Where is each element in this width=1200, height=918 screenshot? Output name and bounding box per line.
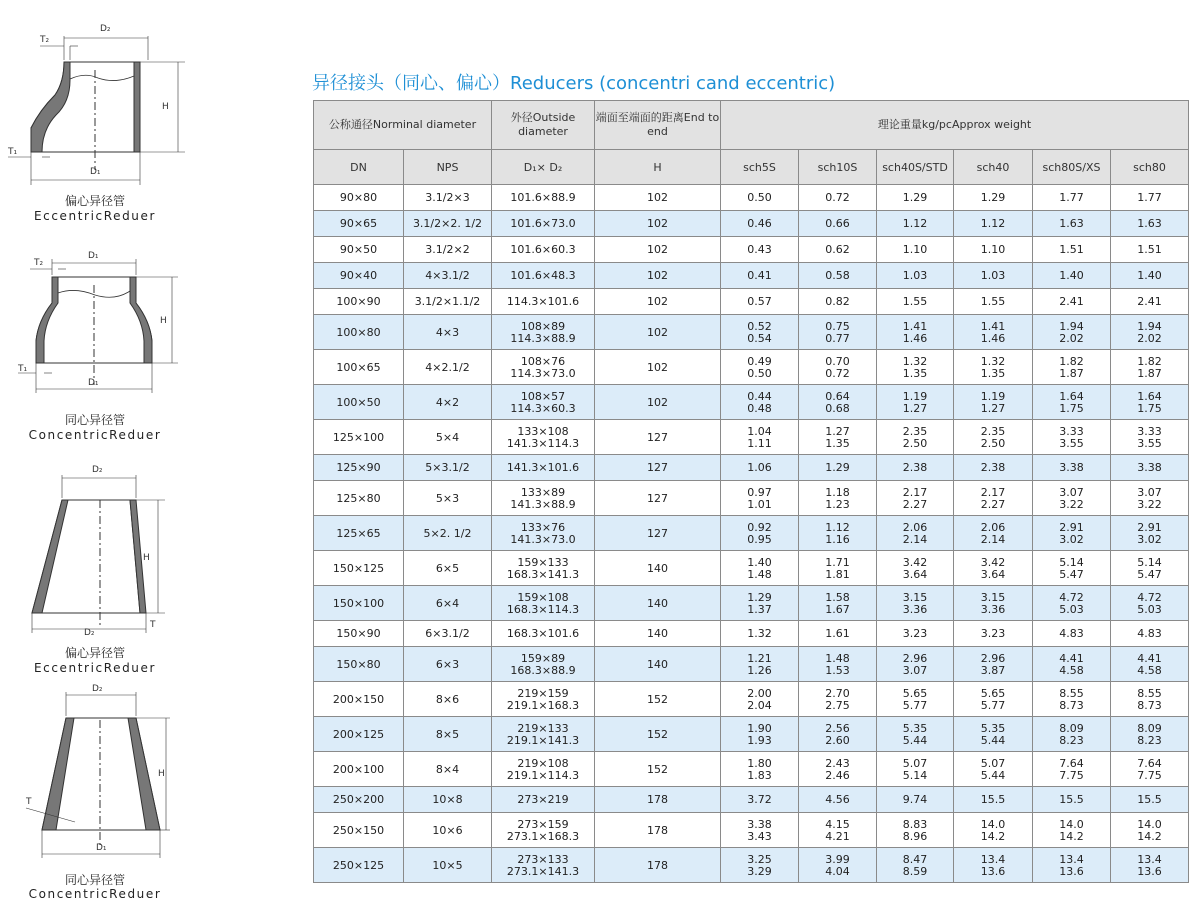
cell-sch10s: 1.18 1.23 — [799, 481, 877, 516]
cell-h: 152 — [595, 717, 721, 752]
cell-sch80s: 5.14 5.47 — [1033, 551, 1111, 586]
cell-sch5s: 0.52 0.54 — [721, 315, 799, 350]
cell-nps: 6×3 — [404, 647, 492, 682]
cell-h: 102 — [595, 385, 721, 420]
cell-sch80: 4.41 4.58 — [1111, 647, 1189, 682]
cell-d: 273×133 273.1×141.3 — [492, 848, 595, 883]
cell-h: 140 — [595, 621, 721, 647]
table-row — [314, 787, 1189, 813]
cell-sch40: 5.07 5.44 — [954, 752, 1033, 787]
cell-sch40s: 1.55 — [877, 289, 954, 315]
table-row — [314, 420, 1189, 455]
cell-nps: 5×3 — [404, 481, 492, 516]
table-row — [314, 717, 1189, 752]
cell-sch40s: 3.23 — [877, 621, 954, 647]
cell-sch10s: 1.58 1.67 — [799, 586, 877, 621]
cell-sch40s: 2.38 — [877, 455, 954, 481]
cell-sch10s: 0.66 — [799, 211, 877, 237]
cell-sch40: 3.42 3.64 — [954, 551, 1033, 586]
cell-sch5s: 1.04 1.11 — [721, 420, 799, 455]
caption-cn: 偏心异径管 — [64, 646, 125, 660]
header-sch10s: sch10S — [799, 150, 877, 185]
header-sch40: sch40 — [954, 150, 1033, 185]
cell-h: 178 — [595, 848, 721, 883]
cell-sch5s: 0.41 — [721, 263, 799, 289]
table-row — [314, 647, 1189, 682]
cell-h: 127 — [595, 455, 721, 481]
header-dn: DN — [314, 150, 404, 185]
table-row — [314, 551, 1189, 586]
cell-dn: 200×100 — [314, 752, 404, 787]
cell-sch10s: 0.62 — [799, 237, 877, 263]
header-sch5s: sch5S — [721, 150, 799, 185]
table-row — [314, 211, 1189, 237]
figure-eccentric-reducer-2 — [0, 455, 200, 675]
label-d1-bottom: D₁ — [88, 378, 99, 388]
table-body — [314, 185, 1189, 883]
cell-sch40: 2.17 2.27 — [954, 481, 1033, 516]
cell-nps: 3.1/2×3 — [404, 185, 492, 211]
cell-sch40: 2.38 — [954, 455, 1033, 481]
cell-sch5s: 1.21 1.26 — [721, 647, 799, 682]
cell-dn: 150×125 — [314, 551, 404, 586]
cell-d: 101.6×60.3 — [492, 237, 595, 263]
cell-sch80: 1.77 — [1111, 185, 1189, 211]
cell-sch40: 1.03 — [954, 263, 1033, 289]
cell-sch80: 8.09 8.23 — [1111, 717, 1189, 752]
cell-h: 102 — [595, 237, 721, 263]
cell-sch80: 1.94 2.02 — [1111, 315, 1189, 350]
cell-sch80s: 8.55 8.73 — [1033, 682, 1111, 717]
cell-sch5s: 0.49 0.50 — [721, 350, 799, 385]
page-title: 异径接头（同心、偏心）Reducers (concentri cand eccentric) — [312, 73, 836, 94]
cell-sch80s: 8.09 8.23 — [1033, 717, 1111, 752]
cell-dn: 100×90 — [314, 289, 404, 315]
label-d1-top: D₁ — [88, 251, 99, 261]
cell-sch80s: 3.38 — [1033, 455, 1111, 481]
cell-sch10s: 0.64 0.68 — [799, 385, 877, 420]
table-row — [314, 813, 1189, 848]
cell-sch80: 15.5 — [1111, 787, 1189, 813]
label-d2-top: D₂ — [92, 465, 103, 475]
cell-d: 159×133 168.3×141.3 — [492, 551, 595, 586]
cell-sch80s: 1.63 — [1033, 211, 1111, 237]
cell-sch80s: 4.41 4.58 — [1033, 647, 1111, 682]
cell-dn: 100×80 — [314, 315, 404, 350]
cell-sch5s: 2.00 2.04 — [721, 682, 799, 717]
cell-sch10s: 2.70 2.75 — [799, 682, 877, 717]
cell-sch80s: 4.83 — [1033, 621, 1111, 647]
cell-sch80s: 1.40 — [1033, 263, 1111, 289]
cell-sch40: 3.23 — [954, 621, 1033, 647]
cell-sch5s: 1.29 1.37 — [721, 586, 799, 621]
cell-sch80s: 1.51 — [1033, 237, 1111, 263]
cell-sch10s: 4.15 4.21 — [799, 813, 877, 848]
cell-sch5s: 3.25 3.29 — [721, 848, 799, 883]
table-row — [314, 481, 1189, 516]
cell-sch80s: 14.0 14.2 — [1033, 813, 1111, 848]
cell-sch10s: 0.58 — [799, 263, 877, 289]
cell-d: 108×76 114.3×73.0 — [492, 350, 595, 385]
label-h: H — [160, 316, 167, 326]
figure-concentric-reducer-2 — [0, 680, 200, 905]
caption-en: EccentricReduer — [33, 209, 157, 223]
header-approx-weight: 理论重量kg/pcApprox weight — [721, 101, 1189, 150]
cell-sch5s: 3.72 — [721, 787, 799, 813]
cell-h: 102 — [595, 315, 721, 350]
cell-sch80s: 15.5 — [1033, 787, 1111, 813]
cell-sch80: 3.07 3.22 — [1111, 481, 1189, 516]
cell-d: 159×89 168.3×88.9 — [492, 647, 595, 682]
cell-sch5s: 1.40 1.48 — [721, 551, 799, 586]
cell-sch80s: 3.07 3.22 — [1033, 481, 1111, 516]
cell-dn: 200×150 — [314, 682, 404, 717]
cell-sch80: 1.51 — [1111, 237, 1189, 263]
concentric-reducer-section-drawing — [0, 680, 200, 870]
cell-nps: 8×5 — [404, 717, 492, 752]
cell-sch40: 1.32 1.35 — [954, 350, 1033, 385]
cell-sch40s: 1.03 — [877, 263, 954, 289]
label-h: H — [158, 769, 165, 779]
cell-sch10s: 4.56 — [799, 787, 877, 813]
cell-h: 140 — [595, 551, 721, 586]
cell-d: 108×57 114.3×60.3 — [492, 385, 595, 420]
cell-sch80: 1.64 1.75 — [1111, 385, 1189, 420]
cell-nps: 8×6 — [404, 682, 492, 717]
cell-d: 114.3×101.6 — [492, 289, 595, 315]
cell-sch40s: 8.47 8.59 — [877, 848, 954, 883]
cell-d: 273×159 273.1×168.3 — [492, 813, 595, 848]
cell-sch80: 1.82 1.87 — [1111, 350, 1189, 385]
cell-sch5s: 0.44 0.48 — [721, 385, 799, 420]
label-d2-bottom: D₂ — [84, 628, 95, 638]
caption-cn: 同心异径管 — [64, 413, 125, 427]
cell-sch40: 2.06 2.14 — [954, 516, 1033, 551]
cell-sch40s: 1.10 — [877, 237, 954, 263]
header-end-to-end: 端面至端面的距离End to end — [595, 101, 721, 150]
table-row — [314, 350, 1189, 385]
cell-sch40s: 3.15 3.36 — [877, 586, 954, 621]
cell-sch40s: 2.17 2.27 — [877, 481, 954, 516]
header-h: H — [595, 150, 721, 185]
cell-sch10s: 0.75 0.77 — [799, 315, 877, 350]
cell-dn: 100×65 — [314, 350, 404, 385]
table-row — [314, 185, 1189, 211]
label-h: H — [143, 553, 150, 563]
cell-d: 133×108 141.3×114.3 — [492, 420, 595, 455]
cell-nps: 6×3.1/2 — [404, 621, 492, 647]
cell-sch80: 1.63 — [1111, 211, 1189, 237]
table-row — [314, 586, 1189, 621]
cell-sch80s: 1.77 — [1033, 185, 1111, 211]
figure-eccentric-reducer-1 — [0, 0, 200, 230]
cell-nps: 3.1/2×2. 1/2 — [404, 211, 492, 237]
cell-sch5s: 0.46 — [721, 211, 799, 237]
cell-sch40: 2.35 2.50 — [954, 420, 1033, 455]
cell-sch10s: 1.48 1.53 — [799, 647, 877, 682]
cell-sch5s: 0.50 — [721, 185, 799, 211]
cell-d: 159×108 168.3×114.3 — [492, 586, 595, 621]
cell-nps: 5×2. 1/2 — [404, 516, 492, 551]
header-nominal-diameter: 公称通径Norminal diameter — [314, 101, 492, 150]
cell-h: 102 — [595, 263, 721, 289]
cell-dn: 100×50 — [314, 385, 404, 420]
cell-d: 273×219 — [492, 787, 595, 813]
cell-d: 133×76 141.3×73.0 — [492, 516, 595, 551]
cell-dn: 150×80 — [314, 647, 404, 682]
label-t: T — [150, 620, 156, 630]
header-nps: NPS — [404, 150, 492, 185]
cell-sch40s: 1.29 — [877, 185, 954, 211]
cell-nps: 10×5 — [404, 848, 492, 883]
cell-sch10s: 1.12 1.16 — [799, 516, 877, 551]
cell-sch5s: 0.97 1.01 — [721, 481, 799, 516]
cell-dn: 125×90 — [314, 455, 404, 481]
cell-sch80s: 7.64 7.75 — [1033, 752, 1111, 787]
cell-dn: 90×80 — [314, 185, 404, 211]
label-h: H — [162, 102, 169, 112]
cell-dn: 90×50 — [314, 237, 404, 263]
cell-dn: 90×65 — [314, 211, 404, 237]
cell-sch40s: 1.19 1.27 — [877, 385, 954, 420]
cell-sch80: 4.72 5.03 — [1111, 586, 1189, 621]
table-row — [314, 289, 1189, 315]
cell-sch80: 8.55 8.73 — [1111, 682, 1189, 717]
header-outside-diameter: 外径Outside diameter — [492, 101, 595, 150]
caption-cn: 同心异径管 — [64, 873, 125, 887]
cell-sch40: 1.55 — [954, 289, 1033, 315]
cell-sch10s: 2.43 2.46 — [799, 752, 877, 787]
cell-sch40s: 5.65 5.77 — [877, 682, 954, 717]
label-d1: D₁ — [90, 167, 101, 177]
cell-sch40s: 9.74 — [877, 787, 954, 813]
cell-sch10s: 0.82 — [799, 289, 877, 315]
cell-nps: 4×3 — [404, 315, 492, 350]
cell-h: 127 — [595, 516, 721, 551]
cell-h: 127 — [595, 481, 721, 516]
cell-nps: 6×4 — [404, 586, 492, 621]
cell-sch80s: 3.33 3.55 — [1033, 420, 1111, 455]
cell-sch10s: 1.27 1.35 — [799, 420, 877, 455]
cell-sch80s: 2.41 — [1033, 289, 1111, 315]
cell-d: 219×133 219.1×141.3 — [492, 717, 595, 752]
cell-h: 102 — [595, 350, 721, 385]
cell-sch40: 13.4 13.6 — [954, 848, 1033, 883]
cell-d: 219×159 219.1×168.3 — [492, 682, 595, 717]
cell-sch80: 2.91 3.02 — [1111, 516, 1189, 551]
table-row — [314, 516, 1189, 551]
cell-sch80: 1.40 — [1111, 263, 1189, 289]
label-t1: T₁ — [8, 147, 18, 157]
cell-sch40s: 2.96 3.07 — [877, 647, 954, 682]
cell-h: 102 — [595, 211, 721, 237]
table-row — [314, 621, 1189, 647]
header-sch40s-std: sch40S/STD — [877, 150, 954, 185]
cell-sch5s: 0.92 0.95 — [721, 516, 799, 551]
table-row — [314, 263, 1189, 289]
cell-dn: 250×125 — [314, 848, 404, 883]
cell-h: 152 — [595, 682, 721, 717]
cell-dn: 250×200 — [314, 787, 404, 813]
cell-sch80: 7.64 7.75 — [1111, 752, 1189, 787]
cell-sch40s: 1.12 — [877, 211, 954, 237]
cell-h: 152 — [595, 752, 721, 787]
cell-nps: 4×2 — [404, 385, 492, 420]
cell-sch10s: 0.70 0.72 — [799, 350, 877, 385]
cell-nps: 3.1/2×2 — [404, 237, 492, 263]
cell-sch40s: 1.32 1.35 — [877, 350, 954, 385]
cell-sch40: 15.5 — [954, 787, 1033, 813]
cell-h: 127 — [595, 420, 721, 455]
cell-nps: 5×4 — [404, 420, 492, 455]
cell-d: 108×89 114.3×88.9 — [492, 315, 595, 350]
cell-d: 141.3×101.6 — [492, 455, 595, 481]
cell-sch40s: 5.07 5.14 — [877, 752, 954, 787]
reducers-table — [313, 100, 1189, 883]
cell-sch80s: 1.94 2.02 — [1033, 315, 1111, 350]
cell-dn: 150×100 — [314, 586, 404, 621]
cell-nps: 5×3.1/2 — [404, 455, 492, 481]
cell-dn: 250×150 — [314, 813, 404, 848]
cell-sch80: 3.33 3.55 — [1111, 420, 1189, 455]
cell-sch40: 2.96 3.87 — [954, 647, 1033, 682]
cell-sch5s: 0.43 — [721, 237, 799, 263]
cell-sch40: 1.10 — [954, 237, 1033, 263]
cell-dn: 90×40 — [314, 263, 404, 289]
cell-sch5s: 1.80 1.83 — [721, 752, 799, 787]
header-d1xd2: D₁× D₂ — [492, 150, 595, 185]
figure-concentric-reducer-1 — [0, 245, 200, 450]
caption-en: EccentricReduer — [33, 661, 157, 675]
cell-nps: 3.1/2×1.1/2 — [404, 289, 492, 315]
cell-d: 133×89 141.3×88.9 — [492, 481, 595, 516]
cell-sch40: 1.41 1.46 — [954, 315, 1033, 350]
cell-sch10s: 1.29 — [799, 455, 877, 481]
cell-h: 102 — [595, 185, 721, 211]
label-d2: D₂ — [92, 684, 103, 694]
cell-sch40: 1.19 1.27 — [954, 385, 1033, 420]
cell-dn: 125×100 — [314, 420, 404, 455]
cell-sch80: 3.38 — [1111, 455, 1189, 481]
cell-sch80: 13.4 13.6 — [1111, 848, 1189, 883]
cell-sch40: 1.29 — [954, 185, 1033, 211]
cell-h: 140 — [595, 647, 721, 682]
label-t2: T₂ — [40, 35, 50, 45]
table-row — [314, 682, 1189, 717]
cell-sch10s: 0.72 — [799, 185, 877, 211]
label-t: T — [26, 797, 32, 807]
header-sch80s-xs: sch80S/XS — [1033, 150, 1111, 185]
cell-dn: 125×80 — [314, 481, 404, 516]
cell-nps: 8×4 — [404, 752, 492, 787]
cell-sch80s: 1.82 1.87 — [1033, 350, 1111, 385]
cell-nps: 10×8 — [404, 787, 492, 813]
cell-dn: 200×125 — [314, 717, 404, 752]
cell-sch40: 5.65 5.77 — [954, 682, 1033, 717]
cell-sch80: 5.14 5.47 — [1111, 551, 1189, 586]
cell-dn: 150×90 — [314, 621, 404, 647]
cell-sch80: 4.83 — [1111, 621, 1189, 647]
cell-h: 178 — [595, 787, 721, 813]
table-row — [314, 752, 1189, 787]
cell-sch40: 14.0 14.2 — [954, 813, 1033, 848]
cell-sch5s: 1.06 — [721, 455, 799, 481]
eccentric-reducer-drawing — [0, 0, 200, 200]
cell-nps: 4×2.1/2 — [404, 350, 492, 385]
table-row — [314, 237, 1189, 263]
cell-sch10s: 1.61 — [799, 621, 877, 647]
cell-sch40s: 3.42 3.64 — [877, 551, 954, 586]
cell-sch40s: 1.41 1.46 — [877, 315, 954, 350]
cell-sch80: 2.41 — [1111, 289, 1189, 315]
drawings-panel — [0, 0, 200, 918]
cell-d: 101.6×73.0 — [492, 211, 595, 237]
cell-d: 101.6×88.9 — [492, 185, 595, 211]
cell-sch10s: 2.56 2.60 — [799, 717, 877, 752]
cell-dn: 125×65 — [314, 516, 404, 551]
cell-nps: 4×3.1/2 — [404, 263, 492, 289]
cell-sch40: 3.15 3.36 — [954, 586, 1033, 621]
table-row — [314, 455, 1189, 481]
cell-nps: 10×6 — [404, 813, 492, 848]
eccentric-reducer-section-drawing — [0, 455, 200, 640]
cell-sch5s: 1.90 1.93 — [721, 717, 799, 752]
concentric-reducer-drawing — [0, 245, 200, 405]
cell-sch80s: 4.72 5.03 — [1033, 586, 1111, 621]
cell-sch80: 14.0 14.2 — [1111, 813, 1189, 848]
cell-sch40s: 2.06 2.14 — [877, 516, 954, 551]
cell-sch80s: 2.91 3.02 — [1033, 516, 1111, 551]
label-d2: D₂ — [100, 24, 111, 34]
cell-d: 219×108 219.1×114.3 — [492, 752, 595, 787]
label-t1: T₁ — [18, 364, 28, 374]
table-row — [314, 385, 1189, 420]
table-row — [314, 848, 1189, 883]
cell-sch80s: 13.4 13.6 — [1033, 848, 1111, 883]
cell-h: 178 — [595, 813, 721, 848]
cell-sch80s: 1.64 1.75 — [1033, 385, 1111, 420]
caption-en: ConcentricReduer — [28, 887, 162, 901]
header-sch80: sch80 — [1111, 150, 1189, 185]
cell-sch10s: 3.99 4.04 — [799, 848, 877, 883]
cell-sch5s: 1.32 — [721, 621, 799, 647]
caption-en: ConcentricReduer — [28, 428, 162, 442]
cell-sch5s: 0.57 — [721, 289, 799, 315]
label-t2: T₂ — [34, 258, 44, 268]
caption-cn: 偏心异径管 — [64, 194, 125, 208]
cell-sch40s: 8.83 8.96 — [877, 813, 954, 848]
cell-h: 140 — [595, 586, 721, 621]
cell-nps: 6×5 — [404, 551, 492, 586]
cell-sch10s: 1.71 1.81 — [799, 551, 877, 586]
cell-d: 168.3×101.6 — [492, 621, 595, 647]
cell-sch40: 1.12 — [954, 211, 1033, 237]
table-row — [314, 315, 1189, 350]
cell-sch40: 5.35 5.44 — [954, 717, 1033, 752]
cell-d: 101.6×48.3 — [492, 263, 595, 289]
label-d1: D₁ — [96, 843, 107, 853]
cell-sch5s: 3.38 3.43 — [721, 813, 799, 848]
cell-sch40s: 5.35 5.44 — [877, 717, 954, 752]
cell-h: 102 — [595, 289, 721, 315]
cell-sch40s: 2.35 2.50 — [877, 420, 954, 455]
